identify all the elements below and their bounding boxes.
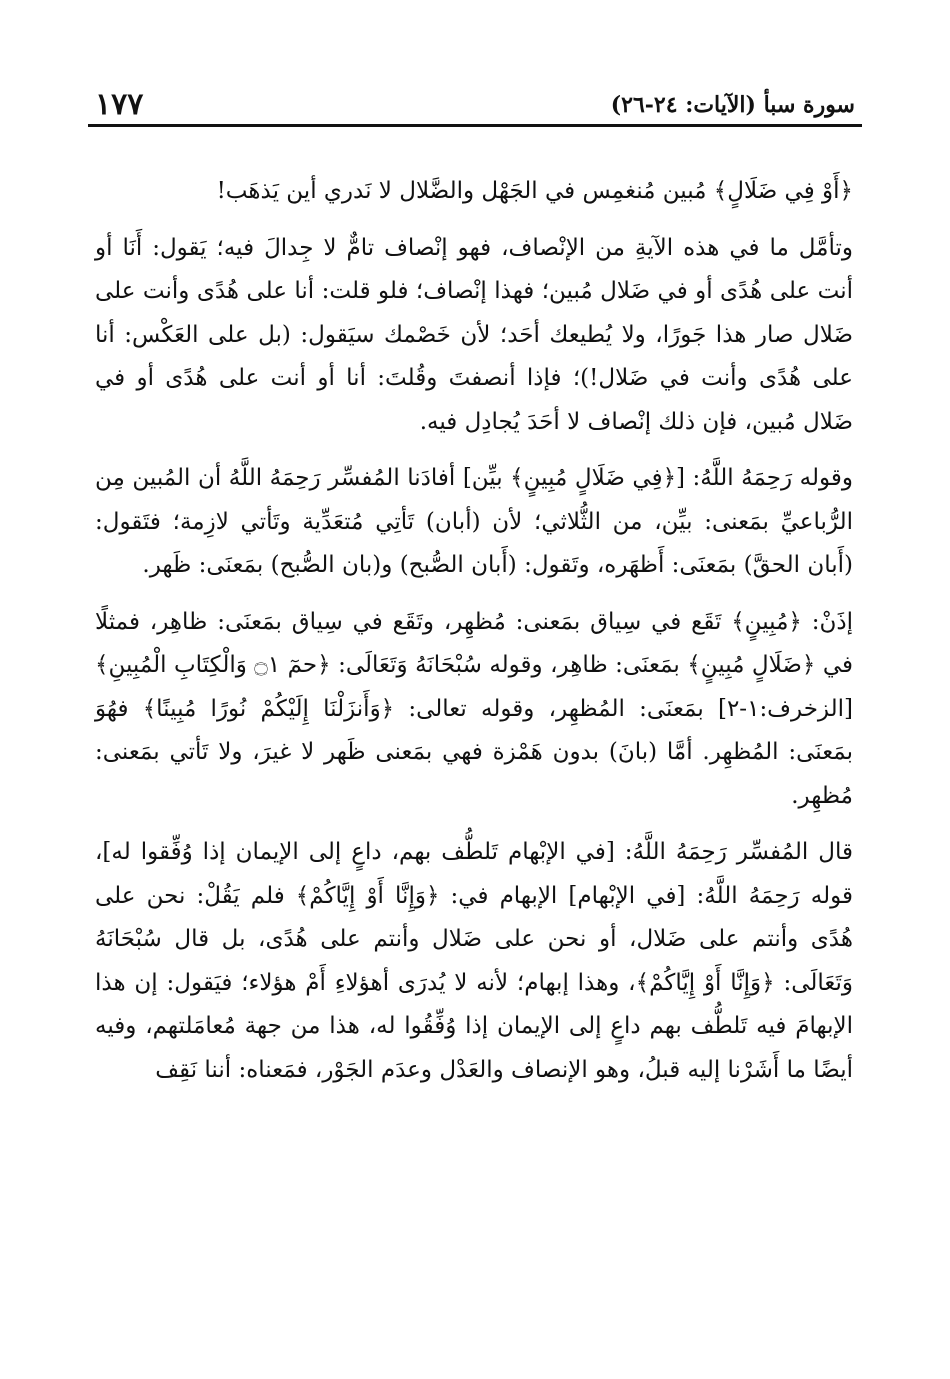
paragraph: قال المُفسِّر رَحِمَهُ اللَّهُ: [في الإبْهام تَلطُّف بهم، داعٍ إلى الإيمان إذا وُفِّقوا له]، قوله رَحِمَهُ اللَّهُ: [في الإبْهام] الإبهام في: ﴿وَإِنَّا أَوْ إِيَّاكُمْ﴾ فلم يَقُلْ: نحن على هُدًى وأنتم على ضَلال، أو نحن على ضَلال وأنتم على هُدًى، بل قال سُبْحَانَهُ وَتَعَالَى: ﴿وَإِنَّا أَوْ إِيَّاكُمْ﴾، وهذا إبهام؛ لأنه لا يُدرَى أهؤلاءِ أَمْ هؤلاء؛ فيَقول: إن هذا الإبهامَ فيه تَلطُّف بهم داعٍ إلى الإيمان إذا وُفِّقُوا له، هذا من جهة مُعامَلتهم، وفيه أيضًا ما أَشَرْنا إليه قبلُ، وهو الإنصاف والعَدْل وعدَم الجَوْر، فمَعناه: أننا نَقِف bbox=[95, 839, 853, 1083]
page-number: ١٧٧ bbox=[95, 87, 144, 122]
running-title: سورة سبأ (الآيات: ٢٤-٢٦) bbox=[610, 92, 855, 118]
page-header bbox=[95, 88, 855, 128]
header-divider bbox=[88, 124, 862, 127]
paragraph: وتأمَّل ما في هذه الآيةِ من الإنْصاف، فهو إنْصاف تامٌّ لا جِدالَ فيه؛ يَقول: أَنَا أو أنت على هُدًى أو في ضَلال مُبين؛ فهذا إنْصاف؛ فلو قلت: أنا على هُدًى وأنت على ضَلال صار هذا جَورًا، ولا يُطيعك أحَد؛ لأن خَصْمك سيَقول: (بل على العَكْس: أنا على هُدًى وأنت في ضَلال!)؛ فإذا أنصفتَ وقُلتَ: أنا أو أنت على هُدًى أو في ضَلال مُبين، فإن ذلك إنْصاف لا أحَدَ يُجادِل فيه. bbox=[95, 234, 853, 435]
page-body bbox=[95, 170, 853, 1092]
paragraph: إذَنْ: ﴿مُبِينٍ﴾ تَقَع في سِياق بمَعنى: مُظهِر، وتَقَع في سِياق بمَعنَى: ظاهِر، فمثلًا في ﴿ضَلَالٍ مُبِينٍ﴾ بمَعنَى: ظاهِر، وقوله سُبْحَانَهُ وَتَعَالَى: ﴿حمٓ ۝١ وَالْكِتَابِ الْمُبِينِ﴾ [الزخرف:١-٢] بمَعنَى: المُظهِر، وقوله تعالى: ﴿وَأَنزَلْنَا إِلَيْكُمْ نُورًا مُبِينًا﴾ فهُوَ بمَعنَى: المُظهِر. أمَّا (بانَ) بدون هَمْزة فهي بمَعنى ظَهر لا غيرَ، ولا تَأتي بمَعنى: مُظهِر. bbox=[95, 608, 853, 809]
paragraph: ﴿أَوْ فِي ضَلَالٍ﴾ مُبين مُنغمِس في الجَهْل والضَّلال لا نَدري أين يَذهَب! bbox=[216, 178, 853, 204]
paragraph: وقوله رَحِمَهُ اللَّهُ: [﴿فِي ضَلَالٍ مُبِينٍ﴾ بيِّن] أفادَنا المُفسِّر رَحِمَهُ اللَّهُ أن المُبين مِن الرُّباعيِّ بمَعنى: بيِّن، من الثُّلاثي؛ لأن (أبان) تَأتِي مُتعَدِّية وتَأتي لازِمة؛ فتَقول: (أَبان الحقَّ) بمَعنَى: أَظهَره، وتَقول: (أَبان الصُّبح) و(بان الصُّبح) بمَعنَى: ظَهر. bbox=[95, 465, 853, 578]
